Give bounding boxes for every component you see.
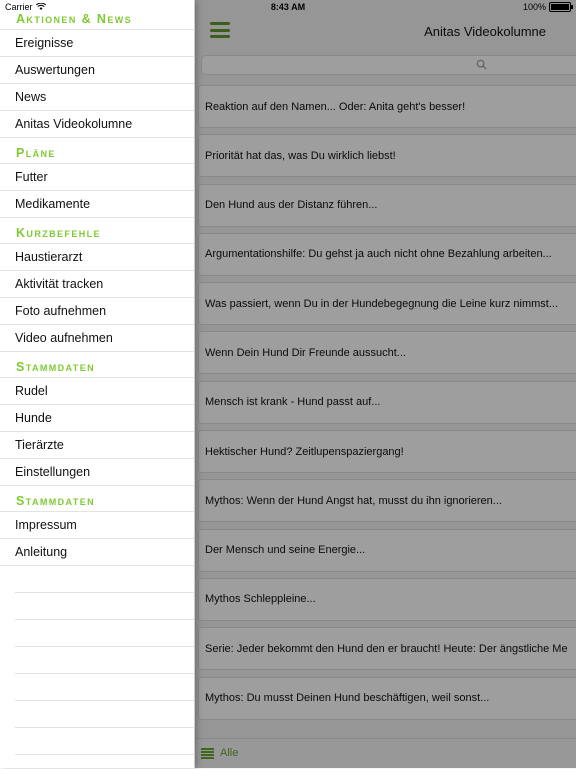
list-item[interactable]: Mythos: Du musst Deinen Hund beschäftigen, weil sonst... <box>198 677 576 720</box>
sidebar-section-header: Pläne <box>0 138 194 164</box>
sidebar-item[interactable]: Haustierarzt <box>0 244 194 271</box>
sidebar-item[interactable]: Futter <box>0 164 194 191</box>
sidebar-item[interactable]: Ereignisse <box>0 30 194 57</box>
sidebar-item[interactable]: Video aufnehmen <box>0 325 194 352</box>
sidebar-empty-row <box>15 593 194 620</box>
list-item[interactable]: Mensch ist krank - Hund passt auf... <box>198 381 576 424</box>
sidebar-item[interactable]: Tierärzte <box>0 432 194 459</box>
sidebar-item[interactable]: Hunde <box>0 405 194 432</box>
sidebar-section-header: Stammdaten <box>0 352 194 378</box>
list-item[interactable]: Serie: Jeder bekommt den Hund den er braucht! Heute: Der ängstliche Me <box>198 627 576 670</box>
battery-icon <box>549 2 571 12</box>
list-item[interactable]: Mythos Schleppleine... <box>198 578 576 621</box>
sidebar-item[interactable]: Anitas Videokolumne <box>0 111 194 138</box>
list-item[interactable]: Der Mensch und seine Energie... <box>198 529 576 572</box>
list-item[interactable]: Priorität hat das, was Du wirklich liebst! <box>198 134 576 177</box>
filter-all-button[interactable]: Alle <box>220 747 239 759</box>
list-item[interactable]: Was passiert, wenn Du in der Hundebegegnung die Leine kurz nimmst... <box>198 282 576 325</box>
sidebar-section-header: Aktionen & News <box>0 0 194 30</box>
sidebar-item[interactable]: Anleitung <box>0 539 194 566</box>
battery-percent: 100% <box>522 2 546 12</box>
sidebar-item[interactable]: News <box>0 84 194 111</box>
sidebar-empty-row <box>15 566 194 593</box>
sidebar-empty-row <box>15 647 194 674</box>
sidebar-item[interactable]: Foto aufnehmen <box>0 298 194 325</box>
sidebar-section-header: Kurzbefehle <box>0 218 194 244</box>
sidebar-empty-row <box>15 728 194 755</box>
sidebar-item[interactable]: Impressum <box>0 512 194 539</box>
list-item[interactable]: Mythos: Wenn der Hund Angst hat, musst du ihn ignorieren... <box>198 479 576 522</box>
clock: 8:43 AM <box>270 2 306 12</box>
list-item[interactable]: Reaktion auf den Namen... Oder: Anita geht's besser! <box>198 85 576 128</box>
sidebar-item[interactable]: Auswertungen <box>0 57 194 84</box>
sidebar-empty-row <box>15 620 194 647</box>
list-item[interactable]: Wenn Dein Hund Dir Freunde aussucht... <box>198 331 576 374</box>
list-item[interactable]: Den Hund aus der Distanz führen... <box>198 184 576 227</box>
page-title: Anitas Videokolumne <box>424 24 546 39</box>
battery <box>523 2 571 12</box>
sidebar-item[interactable]: Medikamente <box>0 191 194 218</box>
list-item[interactable]: Argumentationshilfe: Du gehst ja auch nicht ohne Bezahlung arbeiten... <box>198 233 576 276</box>
carrier-label: Carrier <box>5 2 33 12</box>
sidebar-drawer <box>0 0 195 768</box>
sidebar-section-header: Stammdaten <box>0 486 194 512</box>
status-bar <box>0 0 576 14</box>
sidebar-empty-row <box>15 674 194 701</box>
sidebar-item[interactable]: Rudel <box>0 378 194 405</box>
dim-overlay[interactable] <box>194 0 576 768</box>
list-item[interactable]: Hektischer Hund? Zeitlupenspaziergang! <box>198 430 576 473</box>
sidebar-item[interactable]: Einstellungen <box>0 459 194 486</box>
sidebar-item[interactable]: Aktivität tracken <box>0 271 194 298</box>
sidebar-empty-row <box>15 701 194 728</box>
